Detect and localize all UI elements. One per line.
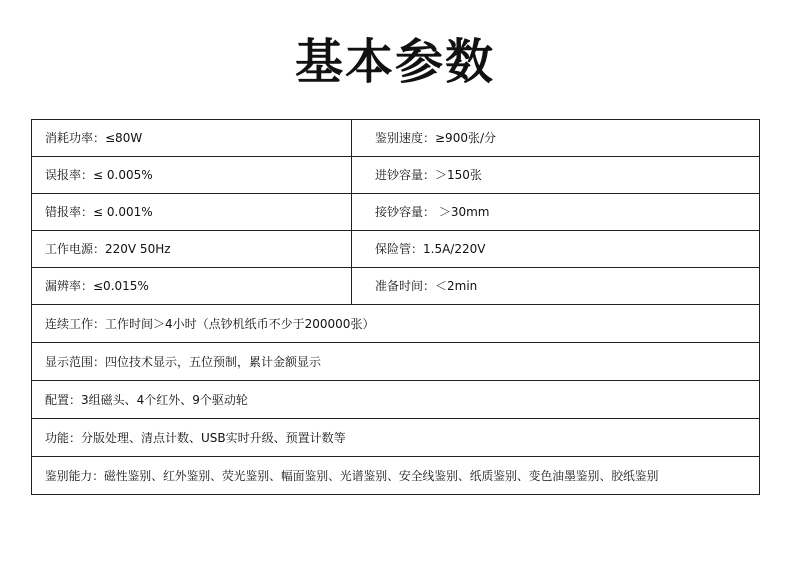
table-row <box>32 343 760 381</box>
spec-continuous-work: 连续工作：工作时间＞4小时（点钞机纸币不少于200000张） <box>32 305 760 343</box>
table-row <box>32 457 760 495</box>
spec-fuse: 保险管：1.5A/220V <box>352 231 760 268</box>
spec-miss-rate: 漏辨率：≤0.015% <box>32 268 352 305</box>
spec-configuration: 配置：3组磁头、4个红外、9个驱动轮 <box>32 381 760 419</box>
table-row <box>32 231 760 268</box>
spec-stacker-capacity: 接钞容量： ＞30mm <box>352 194 760 231</box>
spec-power-consumption: 消耗功率：≤80W <box>32 120 352 157</box>
spec-power-supply: 工作电源：220V 50Hz <box>32 231 352 268</box>
table-row <box>32 305 760 343</box>
table-row <box>32 157 760 194</box>
spec-table <box>31 119 760 495</box>
table-row <box>32 120 760 157</box>
table-row <box>32 381 760 419</box>
spec-hopper-capacity: 进钞容量：＞150张 <box>352 157 760 194</box>
spec-detection-capabilities: 鉴别能力：磁性鉴别、红外鉴别、荧光鉴别、幅面鉴别、光谱鉴别、安全线鉴别、纸质鉴别、变色油墨鉴别、胶纸鉴别 <box>32 457 760 495</box>
spec-warmup-time: 准备时间：＜2min <box>352 268 760 305</box>
spec-functions: 功能：分版处理、清点计数、USB实时升级、预置计数等 <box>32 419 760 457</box>
table-row <box>32 194 760 231</box>
page-title: 基本参数 <box>294 34 495 90</box>
spec-display-range: 显示范围：四位技术显示，五位预制，累计金额显示 <box>32 343 760 381</box>
spec-detection-speed: 鉴别速度：≥900张/分 <box>352 120 760 157</box>
spec-error-rate: 错报率：≤ 0.001% <box>32 194 352 231</box>
spec-false-alarm-rate: 误报率：≤ 0.005% <box>32 157 352 194</box>
table-row <box>32 419 760 457</box>
table-row <box>32 268 760 305</box>
